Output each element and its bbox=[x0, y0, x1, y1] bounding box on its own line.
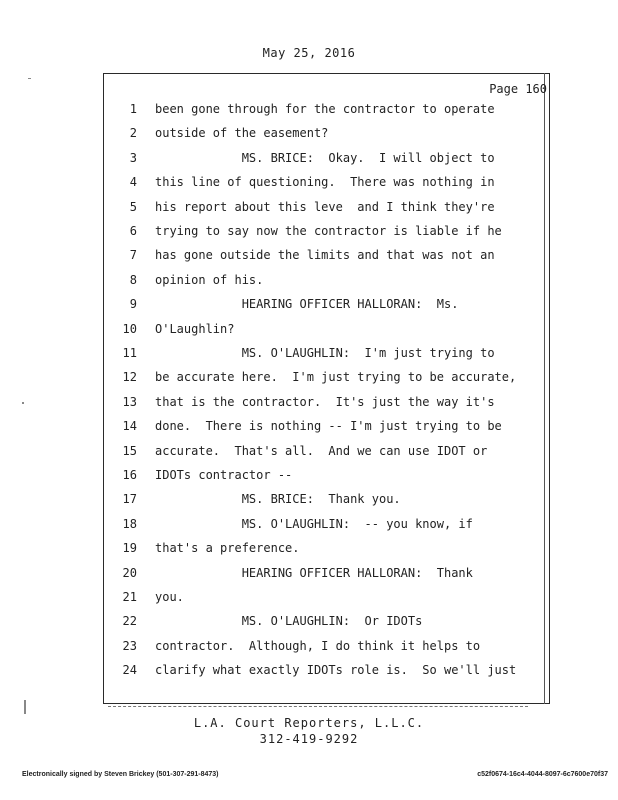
line-number: 9 bbox=[129, 297, 137, 312]
transcript-line bbox=[103, 370, 543, 394]
line-text: contractor. Although, I do think it helps to bbox=[155, 638, 481, 653]
transcript-line bbox=[103, 175, 543, 199]
electronic-signature: Electronically signed by Steven Brickey (501-307-291-8473) bbox=[22, 771, 219, 778]
line-text: been gone through for the contractor to operate bbox=[155, 102, 495, 116]
transcript-line bbox=[103, 468, 543, 492]
line-text: accurate. That's all. And we can use IDOT or bbox=[155, 443, 488, 458]
line-number: 24 bbox=[122, 663, 137, 678]
document-id: c52f0674-16c4-4044-8097-6c7600e70f37 bbox=[477, 771, 608, 778]
transcript-line bbox=[103, 224, 543, 248]
line-text: has gone outside the limits and that was not an bbox=[155, 248, 495, 263]
line-number: 7 bbox=[129, 248, 137, 263]
line-number: 1 bbox=[129, 102, 137, 116]
line-text: MS. O'LAUGHLIN: I'm just trying to bbox=[155, 346, 495, 360]
line-number: 10 bbox=[122, 321, 137, 336]
line-text: clarify what exactly IDOTs role is. So we'll just bbox=[155, 663, 517, 678]
line-text: IDOTs contractor -- bbox=[155, 468, 293, 482]
frame-inner-rule bbox=[544, 73, 545, 704]
transcript-line bbox=[103, 297, 543, 321]
transcript-line bbox=[103, 346, 543, 370]
line-number: 8 bbox=[129, 272, 137, 287]
line-number: 20 bbox=[122, 565, 137, 580]
line-text: that is the contractor. It's just the way it's bbox=[155, 394, 495, 409]
line-number: 15 bbox=[122, 443, 137, 458]
line-text: his report about this leve and I think they're bbox=[155, 199, 495, 214]
line-number: 21 bbox=[122, 590, 137, 604]
line-text: HEARING OFFICER HALLORAN: Ms. bbox=[155, 297, 459, 312]
line-number: 22 bbox=[122, 614, 137, 629]
line-number: 5 bbox=[129, 199, 137, 214]
transcript-line bbox=[103, 248, 543, 272]
line-text: you. bbox=[155, 590, 184, 604]
transcript-line bbox=[103, 639, 543, 663]
transcript-line bbox=[103, 444, 543, 468]
transcript-line bbox=[103, 492, 543, 516]
transcript-line bbox=[103, 590, 543, 614]
line-number: 13 bbox=[122, 394, 137, 409]
transcript-line bbox=[103, 541, 543, 565]
line-text: MS. BRICE: Thank you. bbox=[155, 492, 401, 507]
line-number: 6 bbox=[129, 224, 137, 238]
transcript-line bbox=[103, 273, 543, 297]
line-text: HEARING OFFICER HALLORAN: Thank bbox=[155, 565, 473, 580]
line-text: be accurate here. I'm just trying to be accurate, bbox=[155, 370, 517, 385]
footer-divider bbox=[108, 706, 528, 707]
line-text: that's a preference. bbox=[155, 541, 300, 556]
transcript-line bbox=[103, 102, 543, 126]
line-number: 3 bbox=[129, 150, 137, 165]
transcript-line bbox=[103, 126, 543, 150]
transcript-line bbox=[103, 200, 543, 224]
line-text: done. There is nothing -- I'm just trying to be bbox=[155, 419, 502, 434]
transcript-line bbox=[103, 322, 543, 346]
page-number: Page 160 bbox=[489, 82, 547, 96]
line-number: 16 bbox=[122, 468, 137, 482]
line-text: opinion of his. bbox=[155, 272, 264, 287]
line-number: 23 bbox=[122, 638, 137, 653]
scan-speck bbox=[28, 78, 31, 79]
header-date: May 25, 2016 bbox=[262, 46, 356, 60]
transcript-line bbox=[103, 419, 543, 443]
transcript-line bbox=[103, 395, 543, 419]
line-text: trying to say now the contractor is liable if he bbox=[155, 224, 502, 238]
line-number: 4 bbox=[129, 175, 137, 190]
line-text: MS. O'LAUGHLIN: -- you know, if bbox=[155, 516, 473, 531]
line-number: 19 bbox=[122, 541, 137, 556]
line-number: 18 bbox=[122, 516, 137, 531]
line-number: 11 bbox=[122, 346, 137, 360]
line-number: 14 bbox=[122, 419, 137, 434]
line-number: 12 bbox=[122, 370, 137, 385]
line-text: MS. BRICE: Okay. I will object to bbox=[155, 150, 495, 165]
footer-phone: 312-419-9292 bbox=[259, 732, 359, 746]
footer-company: L.A. Court Reporters, L.L.C. bbox=[193, 716, 425, 730]
scan-speck bbox=[24, 700, 26, 714]
transcript-line bbox=[103, 566, 543, 590]
line-text: O'Laughlin? bbox=[155, 321, 235, 336]
transcript-line bbox=[103, 151, 543, 175]
transcript-line bbox=[103, 614, 543, 638]
line-text: outside of the easement? bbox=[155, 126, 329, 141]
scan-speck bbox=[22, 402, 24, 404]
line-number: 17 bbox=[122, 492, 137, 507]
line-number: 2 bbox=[129, 126, 137, 141]
line-text: this line of questioning. There was nothing in bbox=[155, 175, 495, 190]
line-text: MS. O'LAUGHLIN: Or IDOTs bbox=[155, 614, 423, 629]
transcript-line bbox=[103, 517, 543, 541]
transcript-line bbox=[103, 663, 543, 687]
